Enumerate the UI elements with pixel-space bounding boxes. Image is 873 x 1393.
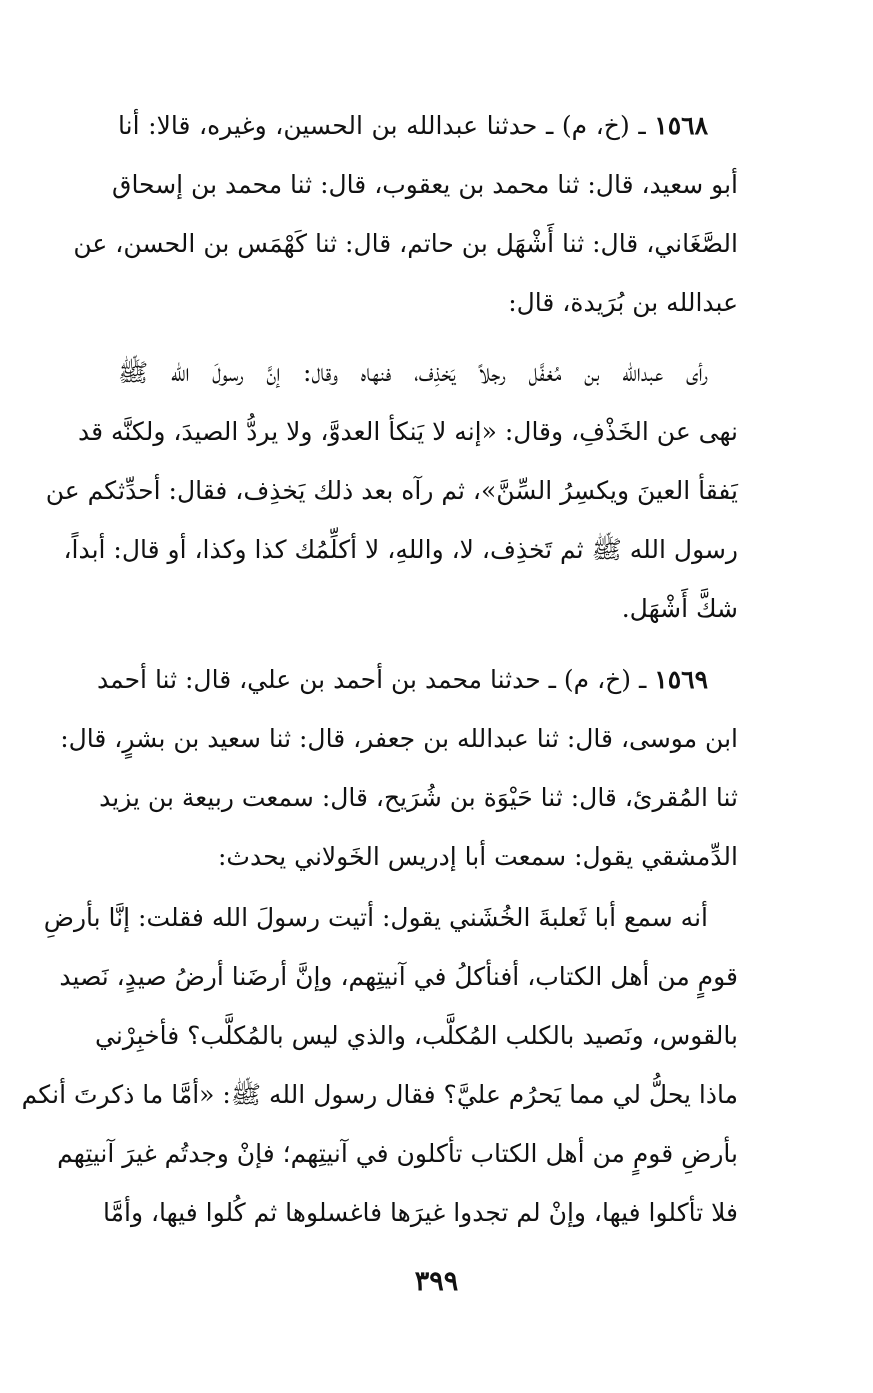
hadith-1568-matn bbox=[45, 343, 738, 638]
hadith-1568-isnad bbox=[73, 96, 738, 332]
line-text: ـ (خ، م) ـ حدثنا محمد بن أحمد بن علي، قال: ثنا أحمد bbox=[97, 665, 647, 694]
text-line: الدِّمشقي يقول: سمعت أبا إدريس الخَولاني يحدث: bbox=[217, 842, 738, 871]
text-line: شكَّ أَشْهَل. bbox=[621, 594, 738, 623]
text-line: ماذا يحلُّ لي مما يَحرُم عليَّ؟ فقال رسول الله ﷺ: «أمَّا ما ذكرتَ أنكم bbox=[21, 1080, 738, 1109]
text-line: أنه سمع أبا ثَعلبةَ الخُشَني يقول: أتيت رسولَ الله فقلت: إنَّا بأرضِ bbox=[43, 903, 708, 932]
text-line: ثنا المُقرئ، قال: ثنا حَيْوَة بن شُرَيح، قال: سمعت ربيعة بن يزيد bbox=[99, 783, 738, 812]
text-line: الصَّغَاني، قال: ثنا أَشْهَل بن حاتم، قال: ثنا كَهْمَس بن الحسن، عن bbox=[73, 229, 738, 258]
text-line: عبدالله بن بُرَيدة، قال: bbox=[508, 288, 738, 317]
hadith-number: ١٥٦٨ bbox=[654, 111, 708, 140]
text-line bbox=[97, 650, 738, 709]
text-line: رأى عبدالله بن مُغفَّل رجلاً يَخذِف، فنهاه وقال: إنَّ رسولَ الله ﷺ bbox=[118, 358, 708, 387]
line-text: ـ (خ، م) ـ حدثنا عبدالله بن الحسين، وغيره، قالا: أنا bbox=[118, 111, 646, 140]
text-line: أبو سعيد، قال: ثنا محمد بن يعقوب، قال: ثنا محمد بن إسحاق bbox=[112, 170, 738, 199]
text-line: رسول الله ﷺ ثم تَخذِف، لا، واللهِ، لا أكلِّمُك كذا وكذا، أو قال: أبداً، bbox=[63, 535, 738, 564]
hadith-1569-isnad bbox=[60, 650, 738, 886]
text-line: بالقوس، ونَصيد بالكلب المُكلَّب، والذي ليس بالمُكلَّب؟ فأخبِرْني bbox=[95, 1021, 738, 1050]
text-line: ابن موسى، قال: ثنا عبدالله بن جعفر، قال: ثنا سعيد بن بشرٍ، قال: bbox=[60, 724, 738, 753]
text-line bbox=[118, 96, 738, 155]
text-line: يَفقأ العينَ ويكسِرُ السِّنَّ»، ثم رآه بعد ذلك يَخذِف، فقال: أحدِّثكم عن bbox=[45, 476, 738, 505]
text-line: قومٍ من أهل الكتاب، أفنأكلُ في آنيتِهم، وإنَّ أرضَنا أرضُ صيدٍ، نَصيد bbox=[59, 962, 738, 991]
hadith-number: ١٥٦٩ bbox=[654, 665, 708, 694]
text-line: فلا تأكلوا فيها، وإنْ لم تجدوا غيرَها فاغسلوها ثم كُلوا فيها، وأمَّا bbox=[103, 1198, 738, 1227]
text-line: بأرضِ قومٍ من أهل الكتاب تأكلون في آنيتِهم؛ فإنْ وجدتُم غيرَ آنيتِهم bbox=[57, 1139, 738, 1168]
text-line: نهى عن الخَذْفِ، وقال: «إنه لا يَنكأ العدوَّ، ولا يردُّ الصيدَ، ولكنَّه قد bbox=[77, 417, 738, 446]
hadith-1569-matn bbox=[21, 888, 738, 1242]
page-number: ٣٩٩ bbox=[414, 1266, 459, 1297]
